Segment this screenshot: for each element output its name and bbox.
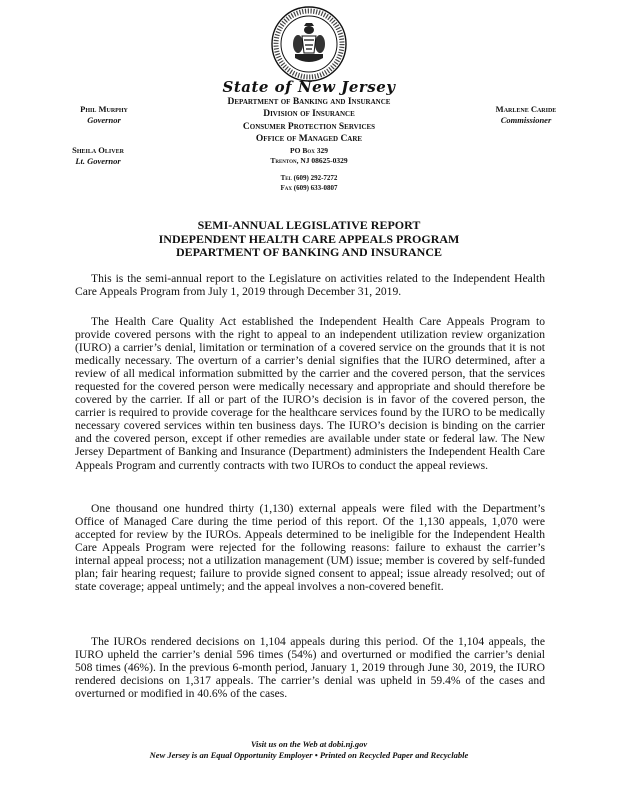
governor-name: Phil Murphy <box>80 104 128 114</box>
appeals-filed-paragraph: One thousand one hundred thirty (1,130) external appeals were filed with the Department’s Office of Managed Care during the time period of this report. Of the 1,130 appeals, 1,070 were accepted for review by the IUROs. Appeals determined to be ineligible for the Independent Health Care Appeals Program were rejected for the following reasons: failure to exhaust the carrier’s internal appeal process; not a utilization management (UM) issue; member is covered by self-funded plan; fair hearing request; failure to provide signed consent to appeal; issue already resolved; out of state coverage; appeal untimely; and the appeal involves a non-covered benefit. <box>75 502 545 594</box>
lt-governor-title: Lt. Governor <box>75 156 121 166</box>
department-name: Department of Banking and Insurance <box>227 97 391 107</box>
fax: Fax (609) 633-0807 <box>280 183 338 192</box>
program-description-paragraph: The Health Care Quality Act established the Independent Health Care Appeals Program to provide covered persons with the right to appeal to an independent utilization review organization (IURO) a carrier’s denial, limitation or termination of a covered service on the grounds that it is not medically necessary. The overturn of a carrier’s denial signifies that the IURO determined, after a review of all medical information submitted by the carrier and the covered person, that the services requested for the covered person were medically necessary and appropriate and should therefore be covered by the carrier. If all or part of the IURO’s decision is in favor of the covered person, the carrier is required to provide coverage for the healthcare services found by the IURO to be medically necessary covered services within ten business days. The IURO’s decision is binding on the carrier and the covered person, except if other remedies are available under state or federal law. The New Jersey Department of Banking and Insurance (Department) administers the Independent Health Care Appeals Program and currently contracts with two IUROs to conduct the appeal reviews. <box>75 315 545 472</box>
po-box: PO Box 329 <box>290 146 328 155</box>
contact-block <box>0 174 618 193</box>
report-title-line: SEMI-ANNUAL LEGISLATIVE REPORT <box>197 218 421 232</box>
report-title-line: INDEPENDENT HEALTH CARE APPEALS PROGRAM <box>158 231 460 246</box>
report-title <box>0 219 618 260</box>
city-zip: Trenton, NJ 08625-0329 <box>270 156 348 165</box>
commissioner-name: Marlene Caride <box>495 104 557 114</box>
footer <box>0 739 618 761</box>
services-name: Consumer Protection Services <box>242 121 376 132</box>
decisions-paragraph: The IUROs rendered decisions on 1,104 appeals during this period. Of the 1,104 appeals, the IURO upheld the carrier’s denial 596 times (54%) and overturned or modified the carrier’s denial 508 times (46%). In the previous 6-month period, January 1, 2019 through June 30, 2019, the IURO rendered decisions on 1,317 appeals. The carrier’s denial was upheld in 59.4% of the cases and overturned or modified in 40.6% of the cases. <box>75 635 545 701</box>
division-name: Division of Insurance <box>263 109 355 120</box>
governor-block <box>54 104 154 126</box>
footer-website: Visit us on the Web at dobi.nj.gov <box>250 739 368 749</box>
state-title: State of New Jersey <box>222 78 396 96</box>
report-title-line: DEPARTMENT OF BANKING AND INSURANCE <box>175 245 443 259</box>
intro-paragraph: This is the semi-annual report to the Legislature on activities related to the Independent Health Care Appeals Program from July 1, 2019 through December 31, 2019. <box>75 272 545 299</box>
telephone: Tel (609) 292-7272 <box>280 174 338 182</box>
governor-title: Governor <box>87 115 121 125</box>
footer-statement: New Jersey is an Equal Opportunity Employer • Printed on Recycled Paper and Recyclable <box>149 750 469 760</box>
lt-governor-block <box>48 145 148 167</box>
lt-governor-name: Sheila Oliver <box>72 145 124 155</box>
commissioner-block <box>466 104 586 126</box>
state-seal-logo <box>271 6 347 82</box>
commissioner-title: Commissioner <box>500 115 552 125</box>
office-name: Office of Managed Care <box>255 134 363 145</box>
